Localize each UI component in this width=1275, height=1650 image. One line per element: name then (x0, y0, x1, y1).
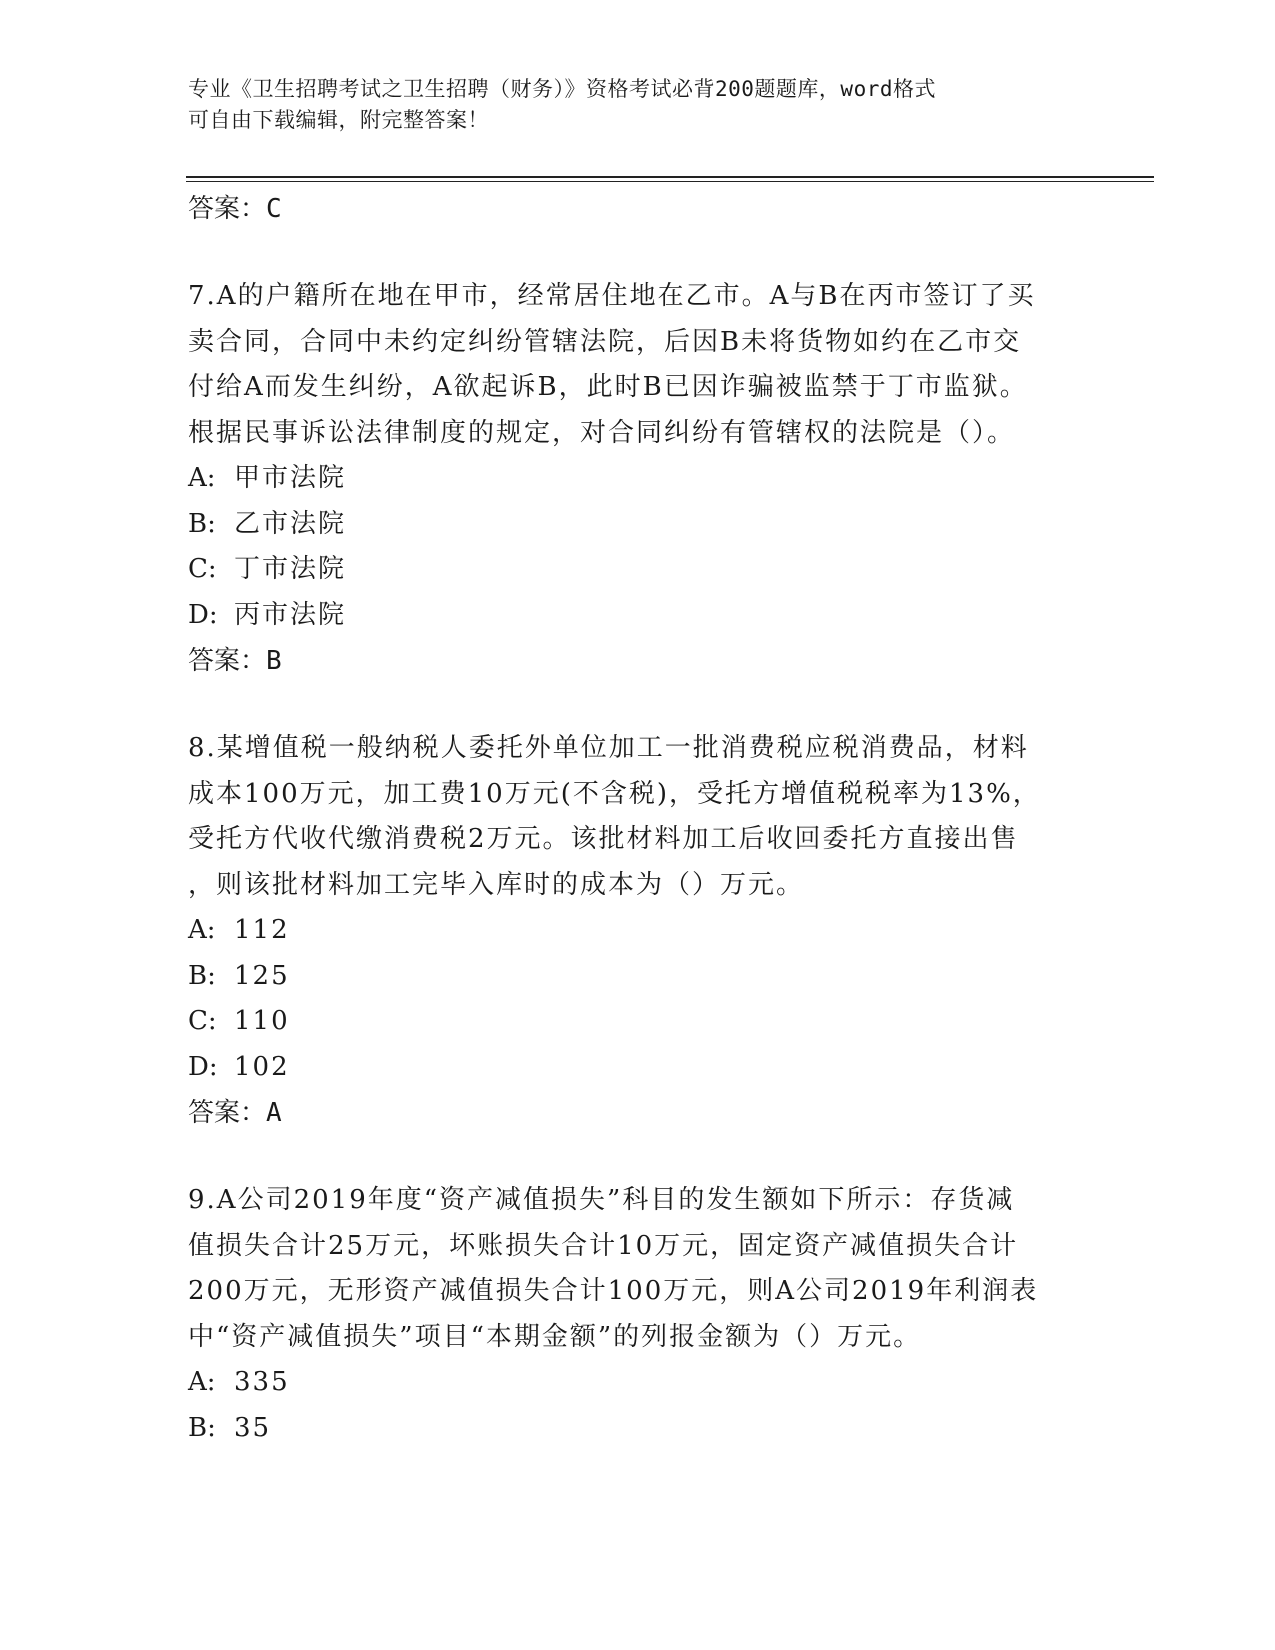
option-a (188, 456, 1088, 502)
option-letter: C: (188, 554, 217, 584)
question-text-line: 成本100万元，加工费10万元(不含税)，受托方增值税税率为13%， (188, 778, 1041, 809)
document-header (188, 74, 1088, 136)
question-text-line: 中“资产减值损失”项目“本期金额”的列报金额为（）万元。 (188, 1321, 922, 1352)
option-letter: A: (188, 463, 216, 493)
option-text: 102 (234, 1051, 290, 1082)
option-text: 335 (234, 1367, 290, 1397)
option-a (188, 908, 1088, 954)
option-letter: C: (188, 1006, 217, 1036)
option-letter: B: (188, 1412, 216, 1443)
question-text-line: 卖合同，合同中未约定纠纷管辖法院，后因B未将货物如约在乙市交 (188, 326, 1022, 357)
option-letter: D: (188, 599, 218, 630)
option-text: 丁市法院 (234, 554, 347, 584)
option-letter: B: (188, 960, 216, 991)
question-text-line: 200万元，无形资产减值损失合计100万元，则A公司2019年利润表 (188, 1276, 1039, 1306)
question-list (188, 186, 1088, 1451)
option-text: 甲市法院 (234, 463, 347, 493)
option-a (188, 1360, 1088, 1406)
option-letter: A: (188, 915, 216, 945)
option-d (188, 1045, 1088, 1091)
option-text: 丙市法院 (234, 599, 347, 630)
option-text: 乙市法院 (234, 508, 347, 539)
option-letter: A: (188, 1367, 216, 1397)
option-text: 125 (234, 960, 290, 991)
option-text: 112 (234, 915, 290, 945)
header-divider-thin (186, 181, 1154, 182)
option-d (188, 593, 1088, 639)
answer-line: 答案：C (188, 194, 282, 224)
question-text-line: 值损失合计25万元，坏账损失合计10万元，固定资产减值损失合计 (188, 1230, 1019, 1261)
question-text-line: 8.某增值税一般纳税人委托外单位加工一批消费税应税消费品，材料 (188, 733, 1029, 763)
question-item (188, 1178, 1088, 1451)
question-text-line: 根据民事诉讼法律制度的规定，对合同纠纷有管辖权的法院是（）。 (188, 417, 1016, 448)
option-c (188, 547, 1088, 593)
header-divider-thick (186, 176, 1154, 178)
question-text-line: ，则该批材料加工完毕入库时的成本为（）万元。 (188, 869, 805, 900)
question-text-line: 7.A的户籍所在地在甲市，经常居住地在乙市。A与B在丙市签订了买 (188, 281, 1036, 311)
option-letter: D: (188, 1051, 218, 1082)
question-item (188, 726, 1088, 1136)
answer-line: 答案：A (188, 1098, 282, 1128)
question-text-line: 9.A公司2019年度“资产减值损失”科目的发生额如下所示：存货减 (188, 1185, 1015, 1215)
option-c (188, 999, 1088, 1045)
question-item (188, 274, 1088, 684)
option-b (188, 954, 1088, 1000)
option-b (188, 1406, 1088, 1452)
option-letter: B: (188, 508, 216, 539)
header-line-1: 专业《卫生招聘考试之卫生招聘（财务）》资格考试必背200题题库，word格式 (188, 77, 936, 101)
question-text-line: 受托方代收代缴消费税2万元。该批材料加工后收回委托方直接出售 (188, 824, 1019, 854)
answer-line: 答案：B (188, 646, 282, 676)
option-b (188, 502, 1088, 548)
question-text-line: 付给A而发生纠纷，A欲起诉B，此时B已因诈骗被监禁于丁市监狱。 (188, 372, 1028, 402)
header-line-2: 可自由下载编辑，附完整答案！ (188, 108, 489, 132)
option-text: 110 (234, 1006, 290, 1036)
option-text: 35 (234, 1412, 272, 1443)
